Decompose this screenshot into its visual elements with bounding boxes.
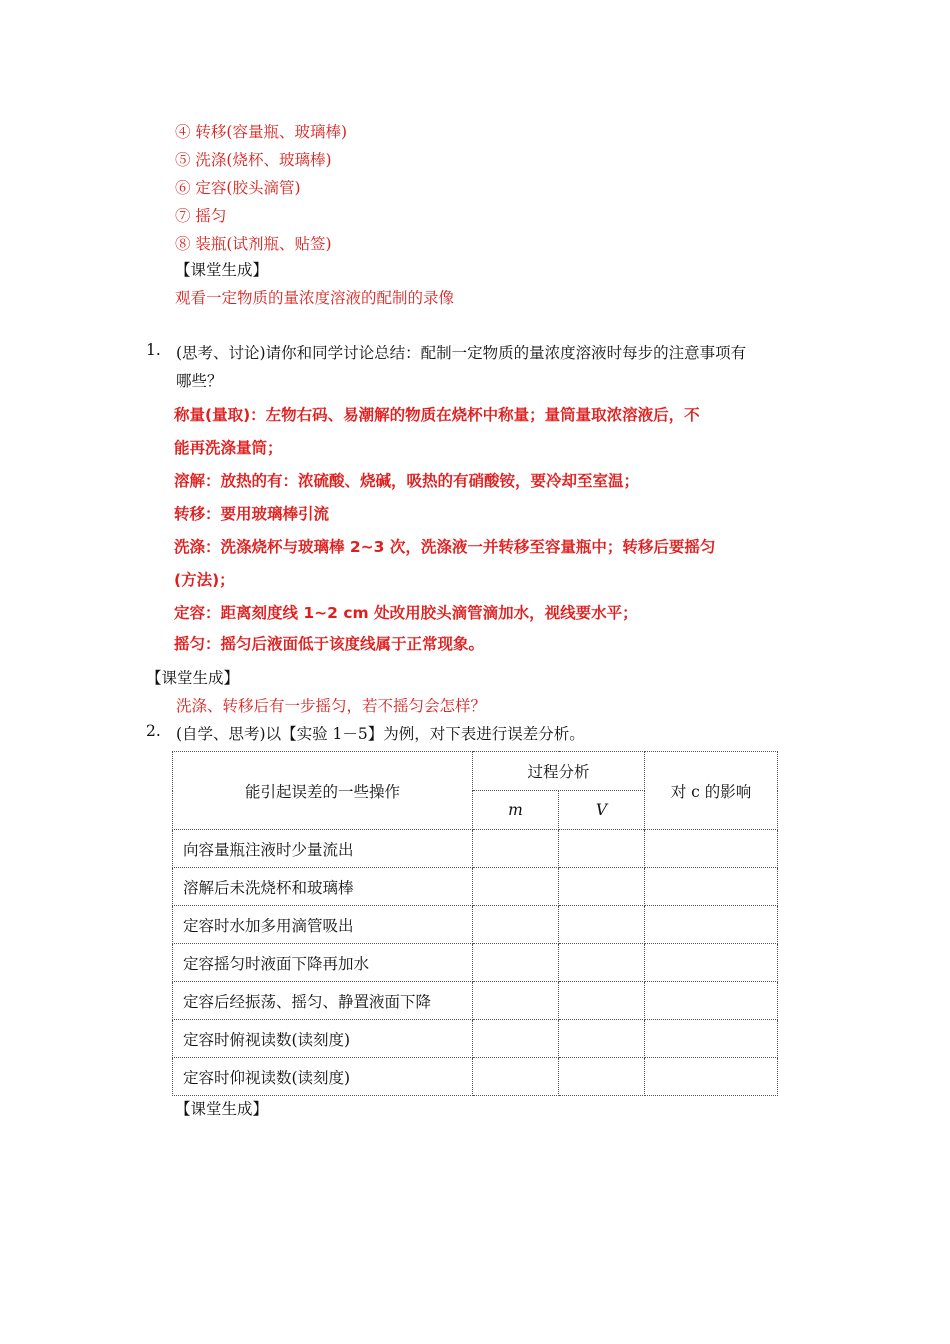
section1-note: 观看一定物质的量浓度溶液的配制的录像 (175, 289, 455, 307)
row-effect-cell (645, 944, 778, 982)
step-shake: ⑦ 摇匀 (175, 207, 227, 225)
table-row (173, 1058, 778, 1096)
row-effect-cell (645, 1058, 778, 1096)
row-v-cell (559, 830, 645, 868)
step-transfer: ④ 转移(容量瓶、玻璃棒) (175, 123, 348, 141)
row-operation: 定容时俯视读数(读刻度) (173, 1020, 473, 1058)
row-v-cell (559, 868, 645, 906)
row-effect-cell (645, 982, 778, 1020)
answer-wash-1: 洗涤：洗涤烧杯与玻璃棒 2~3 次，洗涤液一并转移至容量瓶中；转移后要摇匀 (174, 538, 716, 556)
q2-text: (自学、思考)以【实验 1－5】为例，对下表进行误差分析。 (176, 725, 585, 743)
row-effect-cell (645, 868, 778, 906)
header-effect-on-c: 对 c 的影响 (645, 752, 778, 830)
row-v-cell (559, 1058, 645, 1096)
answer-wash-2: (方法)； (174, 571, 235, 589)
header-v: V (559, 791, 645, 830)
row-v-cell (559, 906, 645, 944)
row-m-cell (473, 906, 559, 944)
row-m-cell (473, 1020, 559, 1058)
row-operation: 定容时仰视读数(读刻度) (173, 1058, 473, 1096)
row-effect-cell (645, 906, 778, 944)
q1-number: 1. (146, 341, 161, 359)
q2-number: 2. (146, 722, 161, 740)
answer-weighing-2: 能再洗涤量筒； (174, 439, 283, 457)
row-m-cell (473, 944, 559, 982)
q1-text-line1: (思考、讨论)请你和同学讨论总结：配制一定物质的量浓度溶液时每步的注意事项有 (176, 344, 747, 362)
row-operation: 定容时水加多用滴管吸出 (173, 906, 473, 944)
row-effect-cell (645, 830, 778, 868)
table-row (173, 982, 778, 1020)
procedure-steps (175, 118, 347, 258)
table-row (173, 944, 778, 982)
row-operation: 向容量瓶注液时少量流出 (173, 830, 473, 868)
row-m-cell (473, 1058, 559, 1096)
table-row (173, 906, 778, 944)
section1-heading: 【课堂生成】 (175, 261, 269, 279)
row-effect-cell (645, 1020, 778, 1058)
section2-heading: 【课堂生成】 (146, 669, 240, 687)
row-v-cell (559, 982, 645, 1020)
section2-note: 洗涤、转移后有一步摇匀，若不摇匀会怎样？ (176, 697, 487, 715)
step-bottle: ⑧ 装瓶(试剂瓶、贴签) (175, 235, 332, 253)
row-operation: 溶解后未洗烧杯和玻璃棒 (173, 868, 473, 906)
row-operation: 定容后经振荡、摇匀、静置液面下降 (173, 982, 473, 1020)
row-m-cell (473, 982, 559, 1020)
answer-dissolve: 溶解：放热的有：浓硫酸、烧碱，吸热的有硝酸铵，要冷却至室温； (174, 472, 640, 490)
section3-heading: 【课堂生成】 (175, 1100, 269, 1118)
header-process-analysis: 过程分析 (473, 752, 645, 791)
table-row (173, 1020, 778, 1058)
step-wash: ⑤ 洗涤(烧杯、玻璃棒) (175, 151, 332, 169)
row-m-cell (473, 830, 559, 868)
table-header-row (173, 752, 778, 791)
answer-weighing-1: 称量(量取)：左物右码、易潮解的物质在烧杯中称量；量筒量取浓溶液后，不 (174, 406, 700, 424)
answer-shake: 摇匀：摇匀后液面低于该度线属于正常现象。 (174, 635, 485, 653)
row-v-cell (559, 1020, 645, 1058)
answer-transfer: 转移：要用玻璃棒引流 (174, 505, 330, 523)
header-operations: 能引起误差的一些操作 (173, 752, 473, 830)
row-m-cell (473, 868, 559, 906)
step-fix-volume: ⑥ 定容(胶头滴管) (175, 179, 301, 197)
error-analysis-table (172, 751, 778, 1096)
table-row (173, 868, 778, 906)
table-row (173, 830, 778, 868)
header-m: m (473, 791, 559, 830)
row-operation: 定容摇匀时液面下降再加水 (173, 944, 473, 982)
q1-text-line2: 哪些？ (176, 372, 223, 390)
answer-fix-volume: 定容：距离刻度线 1~2 cm 处改用胶头滴管滴加水，视线要水平； (174, 604, 638, 622)
row-v-cell (559, 944, 645, 982)
